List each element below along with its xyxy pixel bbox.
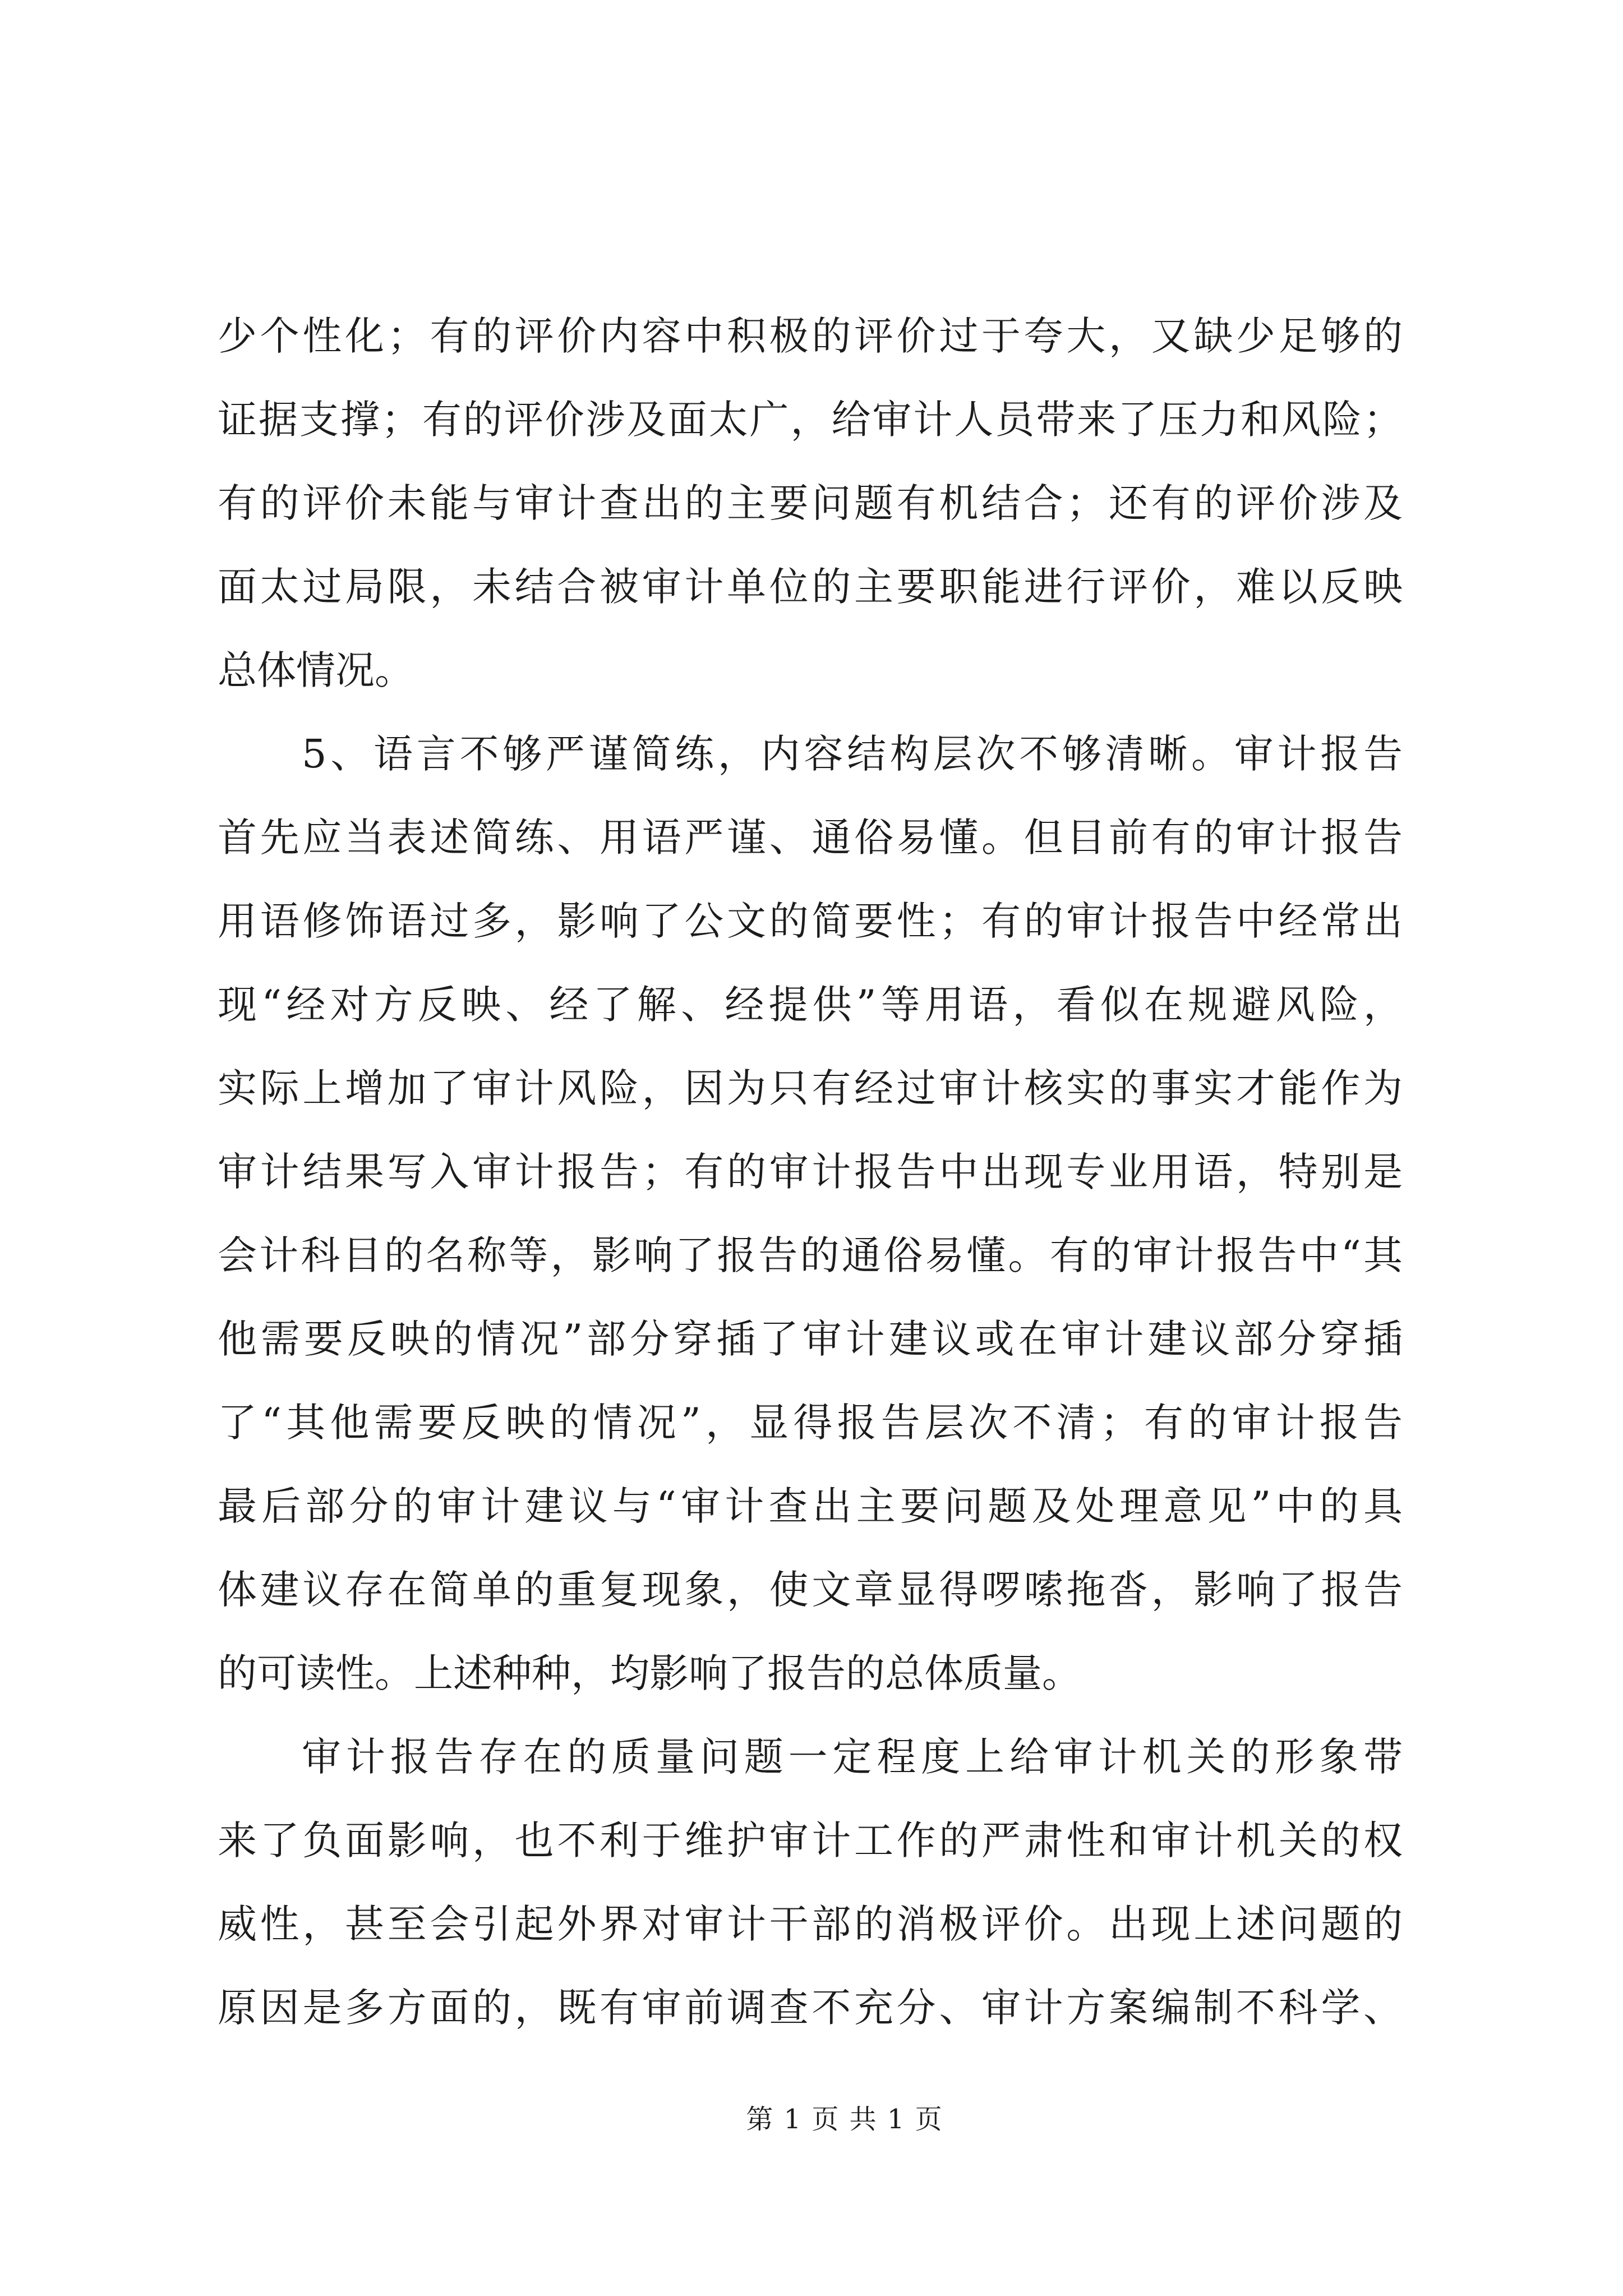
text-line: 现“经对方反映、经了解、经提供”等用语，看似在规避风险， xyxy=(218,982,1403,1028)
page-footer: 第 1 页 共 1 页 xyxy=(746,2104,942,2135)
paragraph-1 xyxy=(218,295,1403,712)
text-line: 的可读性。上述种种，均影响了报告的总体质量。 xyxy=(218,1650,1081,1696)
text-line: 5、语言不够严谨简练，内容结构层次不够清晰。审计报告 xyxy=(302,731,1403,777)
body-text xyxy=(218,295,1403,2050)
text-line: 审计结果写入审计报告；有的审计报告中出现专业用语，特别是 xyxy=(218,1149,1403,1195)
text-line: 少个性化；有的评价内容中积极的评价过于夸大，又缺少足够的 xyxy=(218,313,1403,359)
text-line: 他需要反映的情况”部分穿插了审计建议或在审计建议部分穿插 xyxy=(218,1316,1403,1362)
text-line: 总体情况。 xyxy=(218,647,414,693)
text-line: 面太过局限，未结合被审计单位的主要职能进行评价，难以反映 xyxy=(218,564,1403,610)
paragraph-3 xyxy=(218,1715,1403,2050)
text-line: 威性，甚至会引起外界对审计干部的消极评价。出现上述问题的 xyxy=(218,1901,1403,1947)
text-line: 最后部分的审计建议与“审计查出主要问题及处理意见”中的具 xyxy=(218,1483,1403,1529)
text-line: 体建议存在简单的重复现象，使文章显得啰嗦拖沓，影响了报告 xyxy=(218,1567,1403,1613)
text-line: 审计报告存在的质量问题一定程度上给审计机关的形象带 xyxy=(302,1734,1403,1780)
text-line: 有的评价未能与审计查出的主要问题有机结合；还有的评价涉及 xyxy=(218,480,1403,526)
text-line: 证据支撑；有的评价涉及面太广，给审计人员带来了压力和风险； xyxy=(218,397,1403,443)
paragraph-2 xyxy=(218,712,1403,1715)
text-line: 实际上增加了审计风险，因为只有经过审计核实的事实才能作为 xyxy=(218,1065,1403,1111)
text-line: 来了负面影响，也不利于维护审计工作的严肃性和审计机关的权 xyxy=(218,1818,1403,1864)
text-line: 首先应当表述简练、用语严谨、通俗易懂。但目前有的审计报告 xyxy=(218,815,1403,861)
text-line: 原因是多方面的，既有审前调查不充分、审计方案编制不科学、 xyxy=(218,1985,1403,2031)
text-line: 会计科目的名称等，影响了报告的通俗易懂。有的审计报告中“其 xyxy=(218,1232,1403,1278)
text-line: 用语修饰语过多，影响了公文的简要性；有的审计报告中经常出 xyxy=(218,898,1403,944)
text-line: 了“其他需要反映的情况”，显得报告层次不清；有的审计报告 xyxy=(218,1400,1403,1446)
